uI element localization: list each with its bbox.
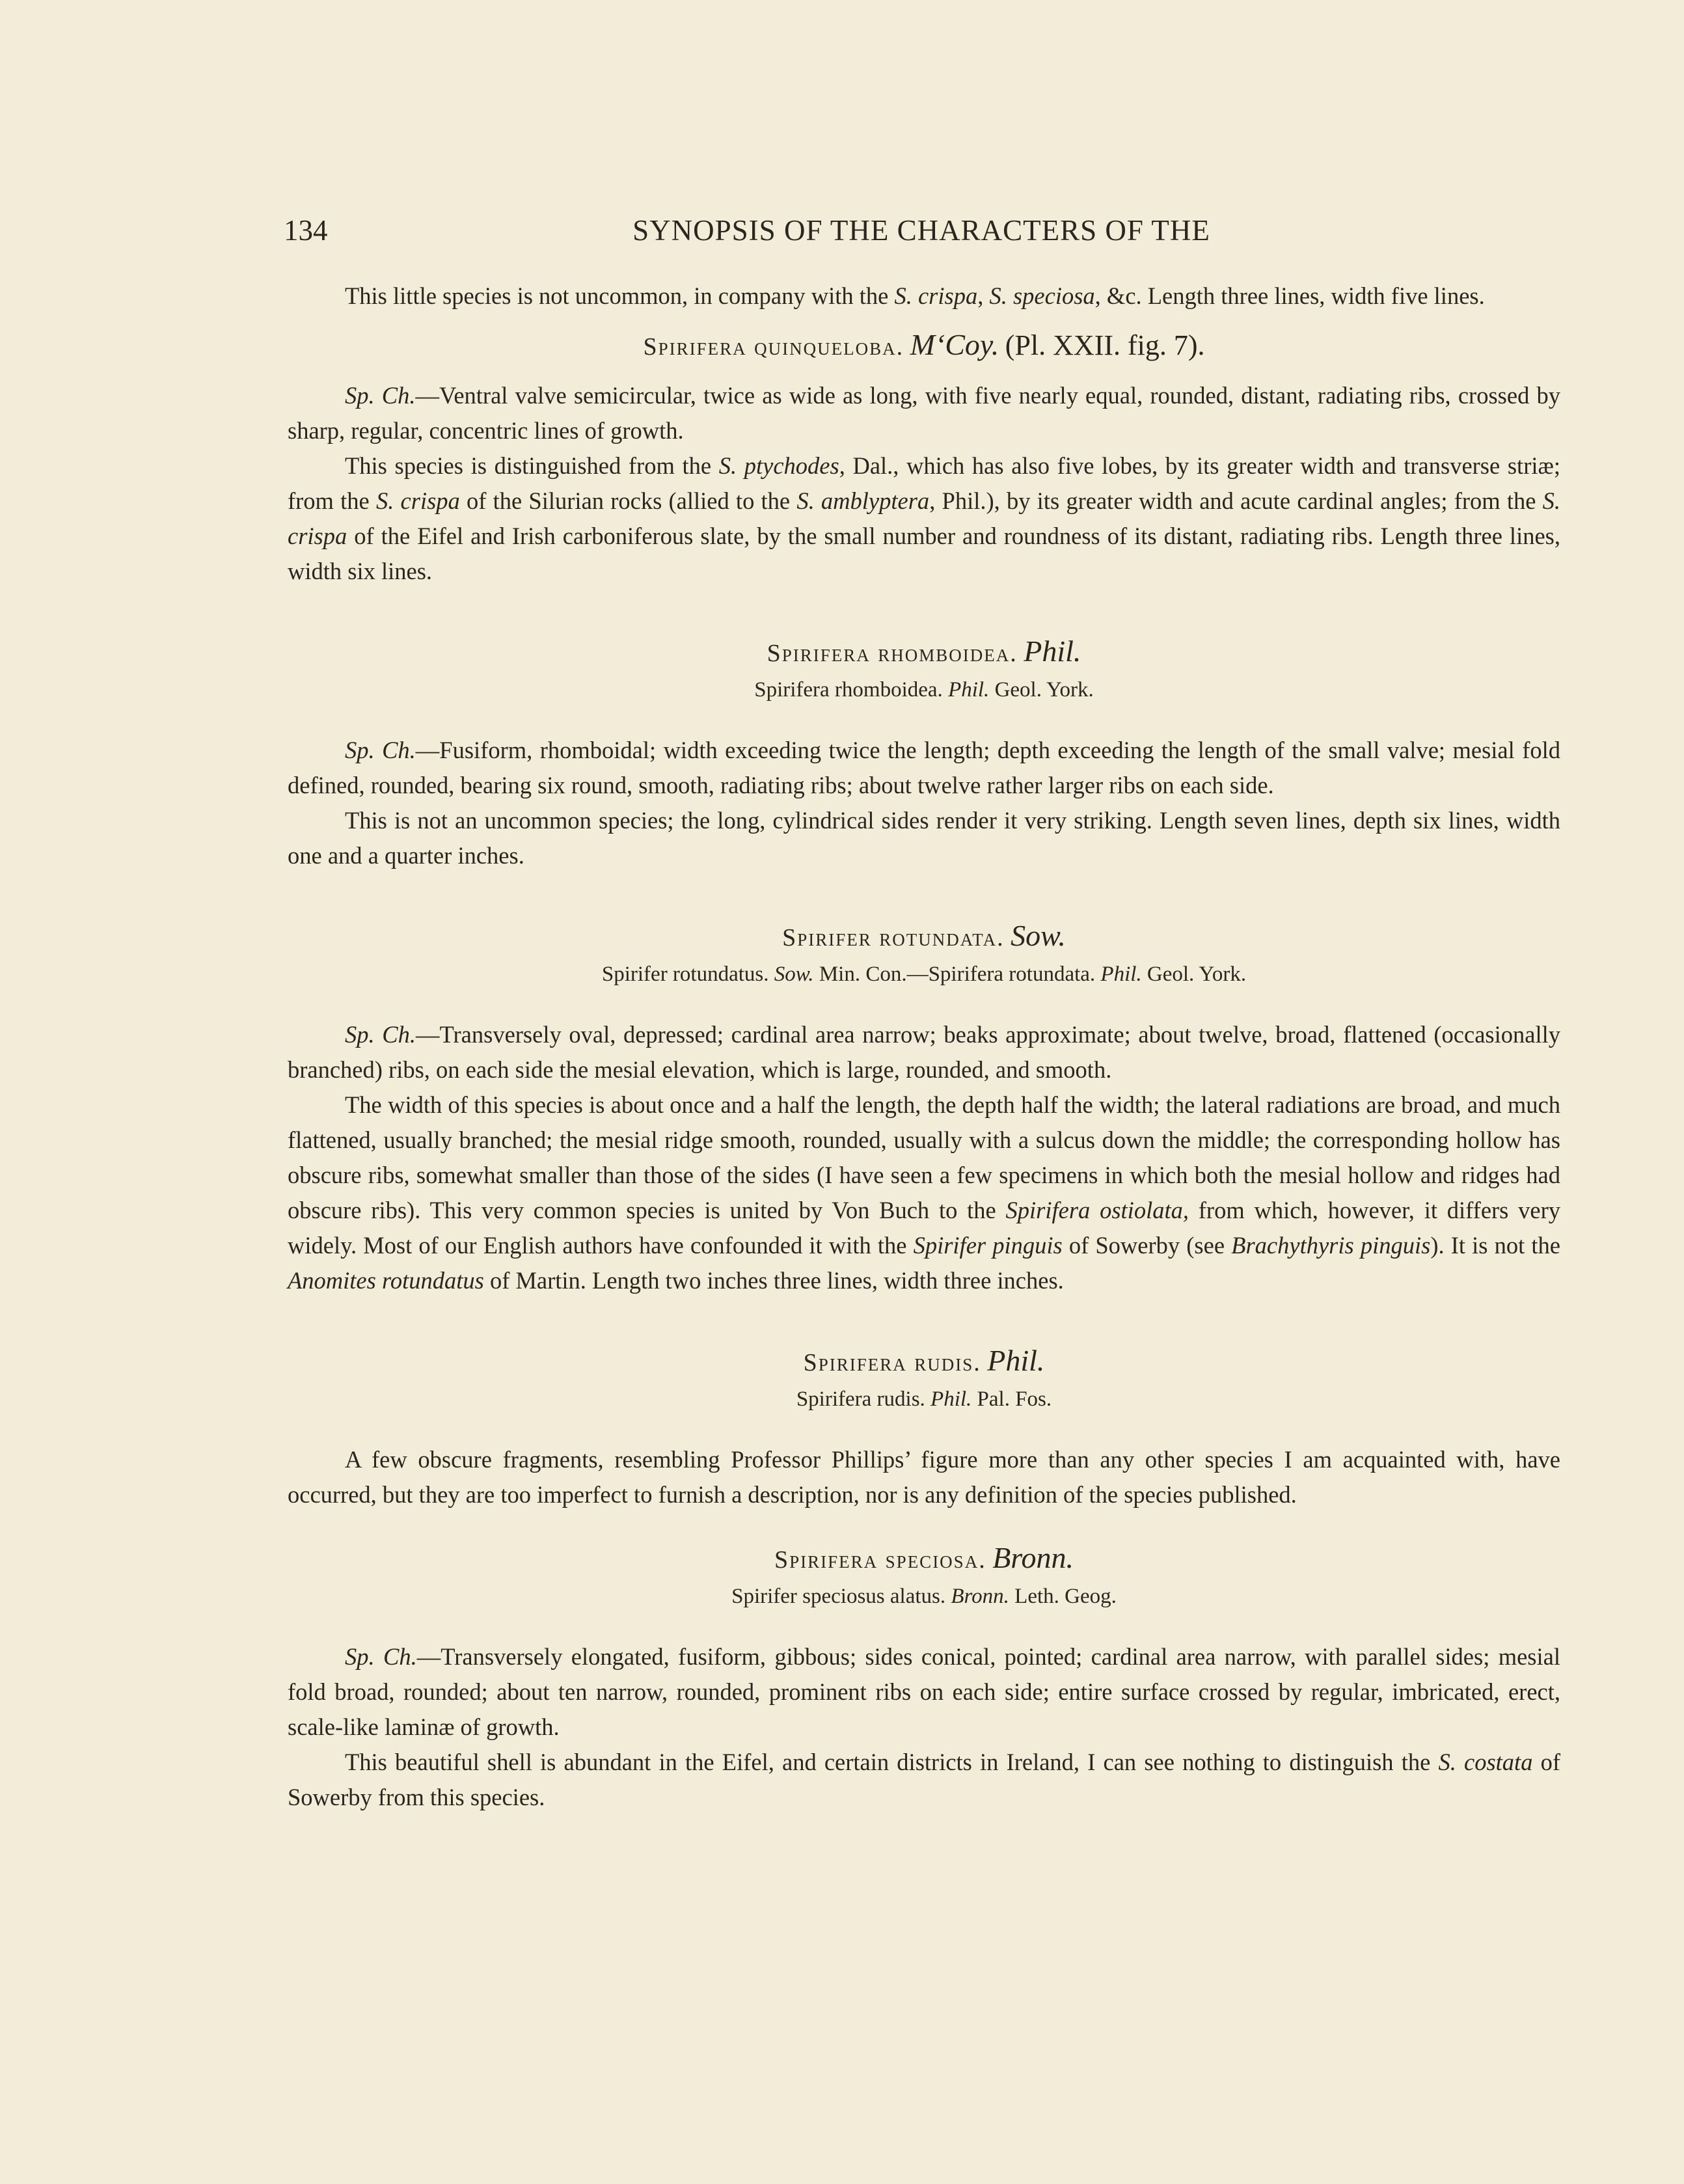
page-body	[288, 279, 1560, 1815]
quinqueloba-characters: Sp. Ch.—Ventral valve semicircular, twice as wide as long, with five nearly equal, rounded, distant, radiating ribs, crossed by sharp, regular, concentric lines of growth.	[288, 382, 1560, 444]
synonymy-rotundata: Spirifer rotundatus. Sow. Min. Con.—Spirifera rotundata. Phil. Geol. York.	[601, 962, 1247, 986]
species-title-rudis: Spirifera rudis. Phil.	[803, 1344, 1045, 1377]
species-title-speciosa: Spirifera speciosa. Bronn.	[774, 1541, 1074, 1574]
quinqueloba-description: This species is distinguished from the S. ptychodes, Dal., which has also five lobes, by its greater width and transverse striæ; from the S. crispa of the Silurian rocks (allied to the S. amblyptera, Phil.), by its greater width and acute cardinal angles; from the S. crispa of the Eifel and Irish carboniferous slate, by the small number and roundness of its distant, radiating ribs. Length three lines, width six lines.	[288, 452, 1561, 584]
page-number: 134	[284, 214, 328, 247]
rhomboidea-description: This is not an uncommon species; the long, cylindrical sides render it very striking. Length seven lines, depth six lines, width one and a quarter inches.	[288, 807, 1560, 869]
running-head: SYNOPSIS OF THE CHARACTERS OF THE	[632, 214, 1210, 247]
intro-paragraph: This little species is not uncommon, in company with the S. crispa, S. speciosa, &c. Length three lines, width five lines.	[345, 282, 1485, 309]
speciosa-description: This beautiful shell is abundant in the Eifel, and certain districts in Ireland, I can see nothing to distinguish the S. costata of Sowerby from this species.	[288, 1749, 1561, 1810]
species-title-rotundata: Spirifer rotundata. Sow.	[782, 919, 1066, 952]
speciosa-characters: Sp. Ch.—Transversely elongated, fusiform, gibbous; sides conical, pointed; cardinal area narrow, with parallel sides; mesial fold broad, rounded; about ten narrow, rounded, prominent ribs on each side; entire surface crossed by regular, imbricated, erect, scale-like laminæ of growth.	[288, 1643, 1560, 1740]
rotundata-characters: Sp. Ch.—Transversely oval, depressed; cardinal area narrow; beaks approximate; about twelve, broad, flattened (occasionally branched) ribs, on each side the mesial elevation, which is large, rounded, and smooth.	[288, 1021, 1560, 1083]
rhomboidea-characters: Sp. Ch.—Fusiform, rhomboidal; width exceeding twice the length; depth exceeding the length of the small valve; mesial fold defined, rounded, bearing six round, smooth, radiating ribs; about twelve rather larger ribs on each side.	[288, 737, 1560, 799]
page-header	[284, 213, 1559, 253]
synonymy-speciosa: Spirifer speciosus alatus. Bronn. Leth. Geog.	[731, 1585, 1117, 1608]
species-title-quinqueloba: Spirifera quinqueloba. M‘Coy. (Pl. XXII. fig. 7).	[643, 328, 1205, 361]
species-title-rhomboidea: Spirifera rhomboidea. Phil.	[767, 635, 1081, 668]
synonymy-rhomboidea: Spirifera rhomboidea. Phil. Geol. York.	[754, 678, 1094, 702]
synonymy-rudis: Spirifera rudis. Phil. Pal. Fos.	[796, 1387, 1052, 1411]
rotundata-description: The width of this species is about once and a half the length, the depth half the width; the lateral radiations are broad, and much flattened, usually branched; the mesial ridge smooth, rounded, usually with a sulcus down the middle; the corresponding hollow has obscure ribs, somewhat smaller than those of the sides (I have seen a few specimens in which both the mesial hollow and ridges had obscure ribs). This very common species is united by Von Buch to the Spirifera ostiolata, from which, however, it differs very widely. Most of our English authors have confounded it with the Spirifer pinguis of Sowerby (see Brachythyris pinguis). It is not the Anomites rotundatus of Martin. Length two inches three lines, width three inches.	[288, 1091, 1561, 1294]
rudis-description: A few obscure fragments, resembling Professor Phillips’ figure more than any other species I am acquainted with, have occurred, but they are too imperfect to furnish a description, nor is any definition of the species published.	[288, 1446, 1560, 1508]
